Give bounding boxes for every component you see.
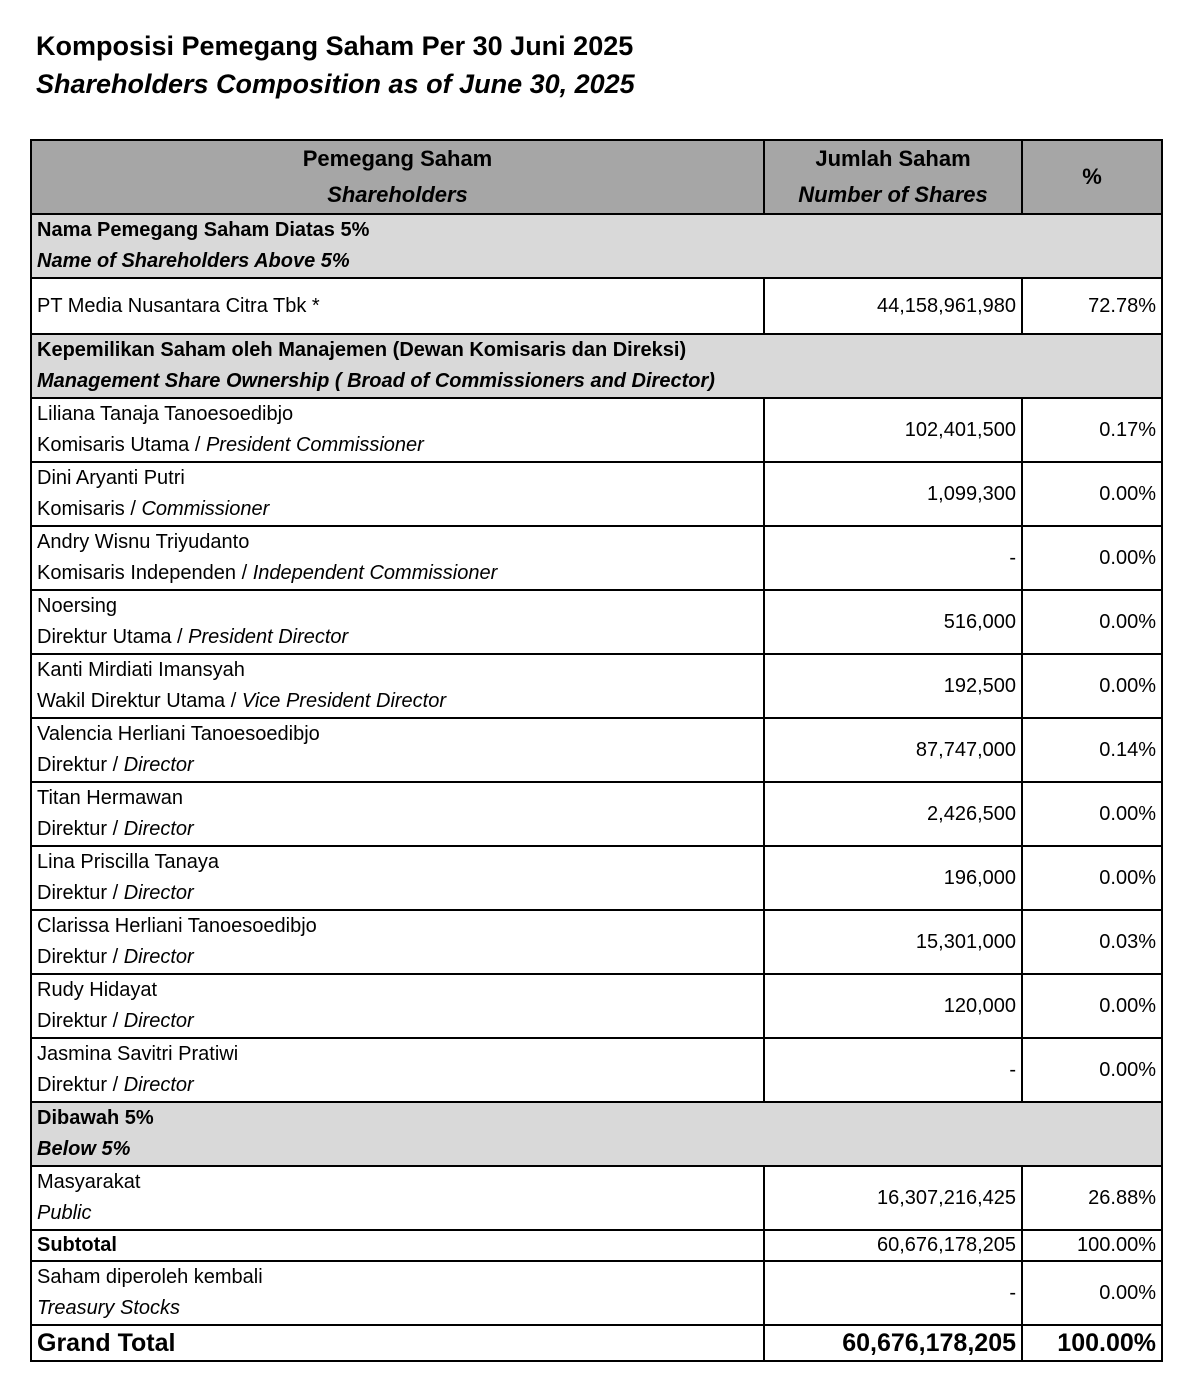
holder-name: Kanti Mirdiati Imansyah <box>37 659 245 681</box>
table-row <box>31 1038 1162 1102</box>
shares-value: 15,301,000 <box>764 910 1022 974</box>
table-row <box>31 278 1162 334</box>
shares-value: 16,307,216,425 <box>764 1166 1022 1230</box>
shares-value: 196,000 <box>764 846 1022 910</box>
grand-total-shares: 60,676,178,205 <box>764 1325 1022 1361</box>
subtotal-label: Subtotal <box>31 1230 764 1261</box>
header-number-of-shares: Jumlah Saham Number of Shares <box>764 140 1022 214</box>
holder-role: Komisaris Utama / President Commissioner <box>37 434 424 456</box>
header-percent: % <box>1022 140 1162 214</box>
holder-name: Dini Aryanti Putri <box>37 467 185 489</box>
shares-value: 87,747,000 <box>764 718 1022 782</box>
section-title-en: Below 5% <box>37 1138 131 1160</box>
holder-role: Direktur / Director <box>37 882 194 904</box>
section-below-5 <box>31 1102 1162 1166</box>
holder-name: Titan Hermawan <box>37 787 183 809</box>
section-above-5 <box>31 214 1162 278</box>
section-management <box>31 334 1162 398</box>
holder-name: Liliana Tanaja Tanoesoedibjo <box>37 403 294 425</box>
subtotal-shares: 60,676,178,205 <box>764 1230 1022 1261</box>
holder-role: Direktur / Director <box>37 1010 194 1032</box>
percent-value: 0.00% <box>1022 462 1162 526</box>
percent-value: 0.17% <box>1022 398 1162 462</box>
holder-name: Noersing <box>37 595 118 617</box>
grand-total-percent: 100.00% <box>1022 1325 1162 1361</box>
table-body <box>31 214 1162 1361</box>
table-row <box>31 398 1162 462</box>
shares-value: 516,000 <box>764 590 1022 654</box>
table-row <box>31 718 1162 782</box>
holder-role: Komisaris / Commissioner <box>37 498 270 520</box>
treasury-row <box>31 1261 1162 1325</box>
shares-value: - <box>764 1038 1022 1102</box>
table-row <box>31 590 1162 654</box>
holder-role: Komisaris Independen / Independent Commissioner <box>37 562 498 584</box>
percent-value: 0.14% <box>1022 718 1162 782</box>
percent-value: 0.03% <box>1022 910 1162 974</box>
holder-role: Wakil Direktur Utama / Vice President Director <box>37 690 447 712</box>
holder-role: Direktur / Director <box>37 818 194 840</box>
section-title-en: Name of Shareholders Above 5% <box>37 250 350 272</box>
shares-value: - <box>764 1261 1022 1325</box>
subtotal-percent: 100.00% <box>1022 1230 1162 1261</box>
shares-value: 2,426,500 <box>764 782 1022 846</box>
section-title: Dibawah 5% <box>37 1107 154 1129</box>
grand-total-row <box>31 1325 1162 1361</box>
shares-value: 102,401,500 <box>764 398 1022 462</box>
holder-name: Rudy Hidayat <box>37 979 158 1001</box>
table-row <box>31 974 1162 1038</box>
grand-total-label: Grand Total <box>31 1325 764 1361</box>
table-row <box>31 846 1162 910</box>
holder-name: Lina Priscilla Tanaya <box>37 851 219 873</box>
shares-value: 120,000 <box>764 974 1022 1038</box>
holder-name-en: Treasury Stocks <box>37 1297 180 1319</box>
holder-role: Direktur / Director <box>37 946 194 968</box>
percent-value: 0.00% <box>1022 1038 1162 1102</box>
table-row-public <box>31 1166 1162 1230</box>
holder-name: Clarissa Herliani Tanoesoedibjo <box>37 915 317 937</box>
shares-value: 44,158,961,980 <box>764 278 1022 334</box>
holder-name: Saham diperoleh kembali <box>37 1266 263 1288</box>
holder-name-en: Public <box>37 1202 92 1224</box>
holder-name: Jasmina Savitri Pratiwi <box>37 1043 239 1065</box>
holder-role: Direktur / Director <box>37 754 194 776</box>
table-row <box>31 462 1162 526</box>
table-row <box>31 782 1162 846</box>
percent-value: 0.00% <box>1022 590 1162 654</box>
shares-value: 1,099,300 <box>764 462 1022 526</box>
percent-value: 26.88% <box>1022 1166 1162 1230</box>
holder-name: Valencia Herliani Tanoesoedibjo <box>37 723 320 745</box>
table-row <box>31 654 1162 718</box>
section-title: Nama Pemegang Saham Diatas 5% <box>37 219 370 241</box>
percent-value: 0.00% <box>1022 846 1162 910</box>
holder-role: Direktur Utama / President Director <box>37 626 349 648</box>
subtotal-row <box>31 1230 1162 1261</box>
table-row <box>31 526 1162 590</box>
page-subtitle: Shareholders Composition as of June 30, 2025 <box>36 69 635 99</box>
shares-value: - <box>764 526 1022 590</box>
holder-name: PT Media Nusantara Citra Tbk * <box>31 278 764 334</box>
title-block <box>36 28 635 104</box>
holder-name: Andry Wisnu Triyudanto <box>37 531 250 553</box>
section-title-en: Management Share Ownership ( Broad of Commissioners and Director) <box>37 370 715 392</box>
percent-value: 0.00% <box>1022 526 1162 590</box>
holder-name: Masyarakat <box>37 1171 141 1193</box>
header-shareholders: Pemegang Saham Shareholders <box>31 140 764 214</box>
percent-value: 0.00% <box>1022 974 1162 1038</box>
shareholders-table <box>30 139 1163 1362</box>
percent-value: 0.00% <box>1022 654 1162 718</box>
table-row <box>31 910 1162 974</box>
holder-role: Direktur / Director <box>37 1074 194 1096</box>
page-title: Komposisi Pemegang Saham Per 30 Juni 2025 <box>36 31 634 61</box>
section-title: Kepemilikan Saham oleh Manajemen (Dewan Komisaris dan Direksi) <box>37 339 687 361</box>
table-header-row <box>31 140 1162 214</box>
percent-value: 72.78% <box>1022 278 1162 334</box>
shares-value: 192,500 <box>764 654 1022 718</box>
percent-value: 0.00% <box>1022 1261 1162 1325</box>
percent-value: 0.00% <box>1022 782 1162 846</box>
